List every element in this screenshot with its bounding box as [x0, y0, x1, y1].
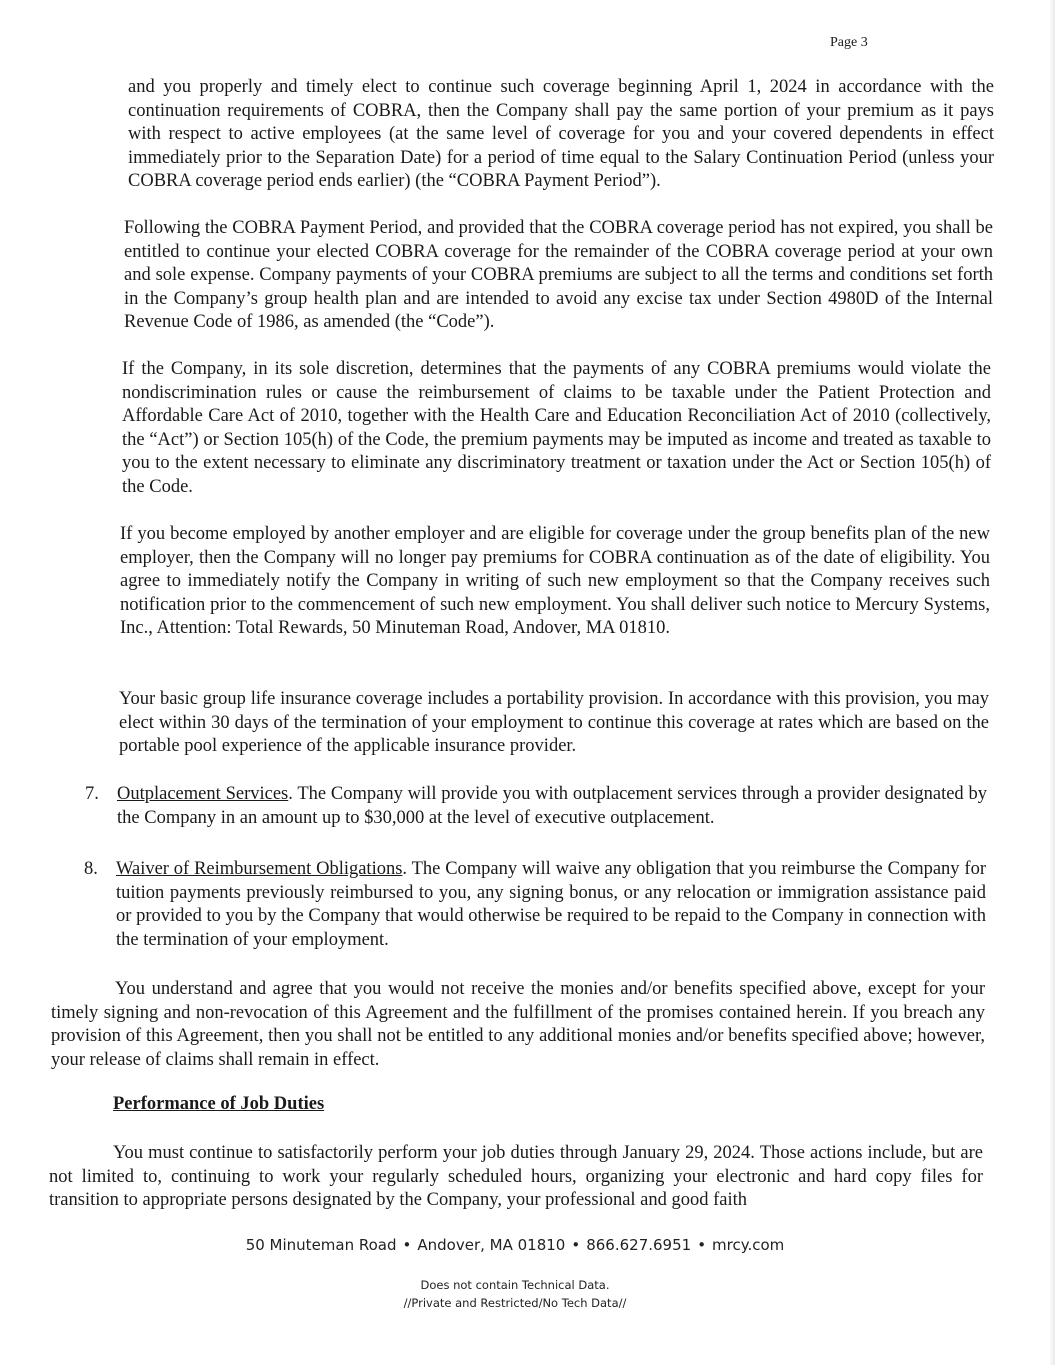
footer-separator: •: [402, 1236, 412, 1254]
list-item-number: 7.: [85, 784, 99, 804]
footer-phone: 866.627.6951: [586, 1236, 692, 1254]
section-heading: Performance of Job Duties: [113, 1094, 325, 1114]
footer-note-classification: //Private and Restricted/No Tech Data//: [403, 1296, 627, 1310]
list-item-text: . The Company will waive any obligation that you reimburse the Company for tuition payments previously reimbursed to you, any signing bonus, or any relocation or immigration assistance paid or provided to you by the Company that would otherwise be required to be repaid to the Company in connection with the termination of your employment.: [116, 859, 986, 950]
footer-separator: •: [697, 1236, 707, 1254]
paragraph-job-duties: You must continue to satisfactorily perform your job duties through January 29, 2024. Those actions include, but are not limited to, continuing to work your regularly scheduled hours, organizing your electronic and hard copy files for transition to appropriate persons designated by the Company, your professional and good faith: [49, 1143, 983, 1210]
footer-note-technical: Does not contain Technical Data.: [420, 1278, 610, 1292]
footer-address-line: [0, 1236, 1030, 1254]
list-item-outplacement: [85, 783, 987, 830]
scan-edge-shadow: [1049, 0, 1055, 1365]
paragraph-cobra-continuation: and you properly and timely elect to continue such coverage beginning April 1, 2024 in accordance with the continuation requirements of COBRA, then the Company shall pay the same portion of your premium as it pays with respect to active employees (at the same level of coverage for you and your covered dependents in effect immediately prior to the Separation Date) for a period of time equal to the Salary Continuation Period (unless your COBRA coverage period ends earlier) (the “COBRA Payment Period”).: [128, 77, 994, 191]
list-item-waiver: [84, 858, 986, 952]
list-item-number: 8.: [84, 859, 98, 879]
footer-separator: •: [571, 1236, 581, 1254]
paragraph-understanding: You understand and agree that you would not receive the monies and/or benefits specified above, except for your timely signing and non-revocation of this Agreement and the fulfillment of the promises contained herein. If you breach any provision of this Agreement, then you shall not be entitled to any additional monies and/or benefits specified above; however, your release of claims shall remain in effect.: [51, 979, 985, 1070]
page-number: Page 3: [830, 35, 868, 50]
list-item-text: . The Company will provide you with outplacement services through a provider designated by the Company in an amount up to $30,000 at the level of executive outplacement.: [117, 784, 987, 828]
list-item-title: Outplacement Services: [117, 784, 289, 804]
list-item-title: Waiver of Reimbursement Obligations: [116, 859, 403, 879]
paragraph-new-employer: If you become employed by another employer and are eligible for coverage under the group benefits plan of the new employer, then the Company will no longer pay premiums for COBRA continuation as of the date of eligibility. You agree to immediately notify the Company in writing of such new employment so that the Company receives such notification prior to the commencement of such new employment. You shall deliver such notice to Mercury Systems, Inc., Attention: Total Rewards, 50 Minuteman Road, Andover, MA 01810.: [120, 524, 990, 638]
paragraph-following-payment-period: Following the COBRA Payment Period, and provided that the COBRA coverage period has not expired, you shall be entitled to continue your elected COBRA coverage for the remainder of the COBRA coverage period at your own and sole expense. Company payments of your COBRA premiums are subject to all the terms and conditions set forth in the Company’s group health plan and are intended to avoid any excise tax under Section 4980D of the Internal Revenue Code of 1986, as amended (the “Code”).: [124, 218, 993, 332]
footer-website: mrcy.com: [712, 1236, 785, 1254]
footer-city: Andover, MA 01810: [417, 1236, 566, 1254]
footer-street: 50 Minuteman Road: [245, 1236, 397, 1254]
paragraph-life-insurance: Your basic group life insurance coverage includes a portability provision. In accordance with this provision, you may elect within 30 days of the termination of your employment to continue this coverage at rates which are based on the portable pool experience of the applicable insurance provider.: [119, 689, 989, 756]
paragraph-nondiscrimination: If the Company, in its sole discretion, determines that the payments of any COBRA premiums would violate the nondiscrimination rules or cause the reimbursement of claims to be taxable under the Patient Protection and Affordable Care Act of 2010, together with the Health Care and Education Reconciliation Act of 2010 (collectively, the “Act”) or Section 105(h) of the Code, the premium payments may be imputed as income and treated as taxable to you to the extent necessary to eliminate any discriminatory treatment or taxation under the Act or Section 105(h) of the Code.: [122, 359, 991, 497]
